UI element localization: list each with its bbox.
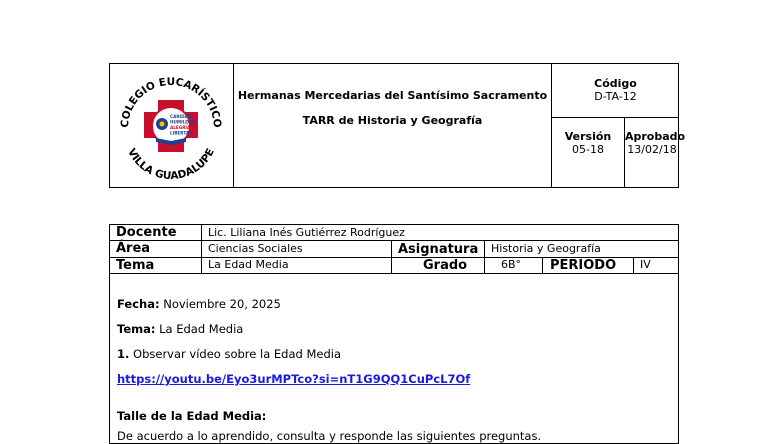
fecha-label: Fecha: [117,297,160,311]
video-link[interactable]: https://youtu.be/Eyo3urMPTco?si=nT1G9QQ1CuPcL7Of [117,372,471,386]
logo-text-bottom: VILLA GUADALUPE [125,146,217,183]
info-divider [109,273,679,274]
fecha-value: Noviembre 20, 2025 [159,297,281,311]
content-tema-value: La Edad Media [155,322,244,336]
area-value: Ciencias Sociales [208,242,303,255]
step-number: 1. [117,347,130,361]
info-divider [542,257,543,273]
institution-name: Hermanas Mercedarias del Santísimo Sacramento [237,89,548,102]
step-text: Observar vídeo sobre la Edad Media [129,347,342,361]
logo-text-top: COLEGIO EUCARÍSTICO [118,76,224,129]
tema-value: La Edad Media [208,258,289,271]
area-label: Área [116,241,151,256]
logo-virtue: HUMILDAD [170,119,196,125]
docente-label: Docente [116,225,177,240]
asignatura-value: Historia y Geografía [491,242,601,255]
tema-line [117,322,243,336]
asignatura-label: Asignatura [398,242,479,257]
docente-value: Lic. Liliana Inés Gutiérrez Rodríguez [208,226,405,239]
header-divider [551,117,679,118]
approved-label: Aprobado [625,130,686,143]
periodo-label: PERIODO [550,258,617,273]
periodo-value: IV [640,258,651,271]
instructions: De acuerdo a lo aprendido, consulta y responde las siguientes preguntas. [117,429,542,443]
code-value: D-TA-12 [594,90,637,103]
document-title: TARR de Historia y Geografía [302,114,483,127]
logo-virtue: LIBERTAD [170,130,193,136]
version-label: Versión [564,130,612,143]
taller-title: Talle de la Edad Media: [117,409,267,423]
approved-value: 13/02/18 [627,143,677,156]
grado-value: 6B° [501,258,522,271]
school-logo [114,66,228,184]
grado-label: Grado [423,258,468,273]
step-line [117,347,341,361]
logo-virtue: CARIDAD [170,114,192,119]
content-tema-label: Tema: [117,322,156,336]
tema-label: Tema [116,258,155,273]
version-value: 05-18 [572,143,604,156]
video-link-line [117,372,470,386]
code-label: Código [594,77,637,90]
fecha-line [117,297,281,311]
logo-virtue: ALEGRÍA [170,125,191,130]
